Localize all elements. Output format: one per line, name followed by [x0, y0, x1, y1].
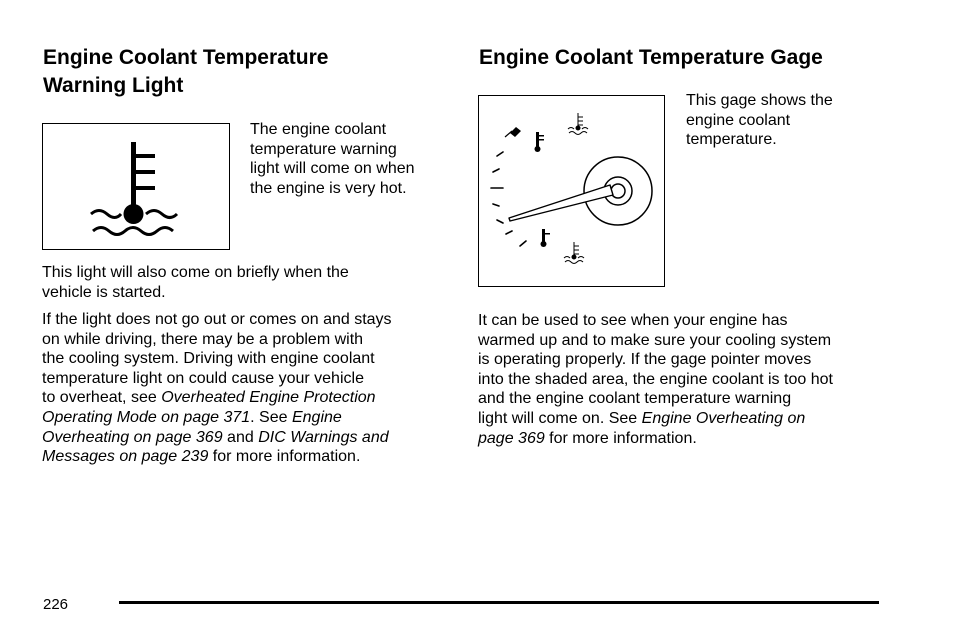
link-operating-mode[interactable]: Operating Mode on page 371 [42, 408, 251, 426]
link-engine[interactable]: Engine [291, 408, 342, 426]
gage-pointer [509, 185, 613, 221]
warning-light-figure [42, 123, 230, 250]
warning-light-paragraph-2: If the light does not go out or comes on and stays on while driving, there may be a problem with the cooling system. Driving with engine coolant temperature light on could cause your vehicle to overheat, see Overheated Engine Protection Operating Mode on page 371. See Engine Overheating on page 369 and DIC Warnings and Messages on page 239 for more information. [42, 311, 392, 466]
temperature-gage-illustration [479, 96, 663, 285]
link-dic-warnings[interactable]: DIC Warnings and [258, 428, 389, 446]
warning-light-heading: Engine Coolant Temperature Warning Light [43, 46, 329, 97]
link-messages-page-239[interactable]: Messages on page 239 [42, 448, 209, 466]
gage-figure [478, 95, 665, 287]
warning-light-caption: The engine coolant temperature warning light will come on when the engine is very hot. [250, 121, 415, 197]
gage-scale-ticks [491, 152, 526, 246]
cold-thermometer-icon [541, 229, 551, 247]
gage-caption: This gage shows the engine coolant temperature. [686, 92, 833, 149]
page-number: 226 [43, 596, 69, 613]
link-overheated-engine-protection[interactable]: Overheated Engine Protection [161, 389, 376, 407]
link-page-369-right[interactable]: page 369 [478, 429, 545, 447]
coolant-icon-top [568, 113, 588, 135]
warning-light-paragraph-1: This light will also come on briefly when the vehicle is started. [42, 264, 349, 301]
gage-heading: Engine Coolant Temperature Gage [479, 46, 823, 69]
coolant-icon-bottom [564, 242, 584, 264]
link-engine-overheating-right[interactable]: Engine Overheating on [641, 409, 806, 427]
hot-thermometer-icon [535, 132, 545, 152]
link-engine-overheating[interactable]: Overheating on page 369 [42, 428, 223, 446]
gage-paragraph: It can be used to see when your engine has warmed up and to make sure your cooling system is operating properly. If the gage pointer moves into the shaded area, the engine coolant is too hot and the engine coolant temperature warning light will come on. See Engine Overheating on page 369 for more information. [478, 312, 833, 447]
footer-rule [119, 601, 879, 604]
coolant-temperature-icon [43, 124, 228, 248]
